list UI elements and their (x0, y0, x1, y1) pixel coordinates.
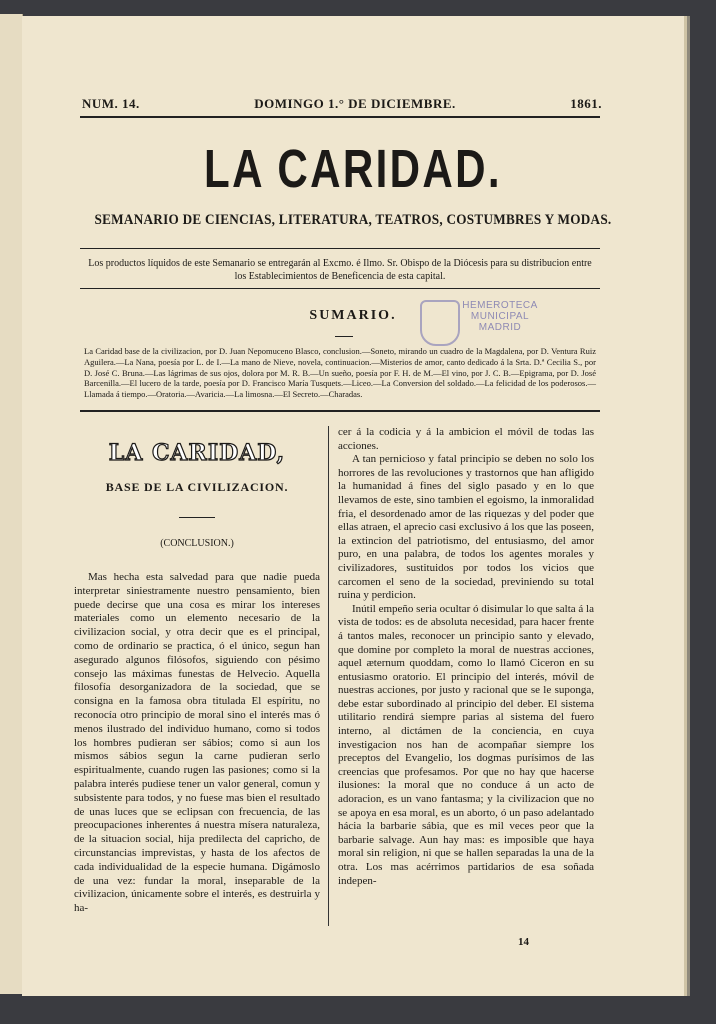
sumario-heading: SUMARIO. (309, 308, 397, 323)
sumario-bottom-rule (80, 410, 600, 412)
article-left-text: Mas hecha esta salvedad para que nadie pueda interpretar siniestramente nuestro pensamiento, bien puede decirse que una cosa es mirar los intereses materiales como un elemento necesario de la civilizacion social, y otra decir que es el principal, como de ordinario se practica, ó el único, segun han asegurado algunos filósofos, siguiendo con pésimo consejo las máximas funestas de Helvecio. Aquella filosofía desorganizadora de la sociedad, que se consigna en la famosa obra titulada El espíritu, no reconocía otro principio de moral sino el interés mas ó menos ilustrado del individuo humano, como si todos los hombres pudieran ser sábios; como si aun los mismos sábios segun la carne pudieran serlo espiritualmente, cuando rugen las pasiones; como si la palabra interés pudiese tener un valor general, comun y subsistente para todos, y no fuese mas bien el resultado de unas luces que se eclipsan con frecuencia, de las preocupaciones inherentes á nuestra mísera naturaleza, de la situacion social, hija predilecta del capricho, de circunstancias imprevistas, y hasta de los afectos de cada individualidad de la especie humana. Digámoslo de una vez: fundar la moral, inseparable de la civilizacion, únicamente sobre el interés, es destruirla y ha- (74, 571, 320, 915)
issue-year: 1861. (570, 96, 602, 111)
sumario-text: La Caridad base de la civilizacion, por D. Juan Nepomuceno Blasco, conclusion.—Soneto, mirando un cuadro de la Magdalena, por D. Ventura Ruiz Aguilera.—La Nana, poesía por L. de I.—La mano de Nieve, novela, continuacion.—Misterios de amor, canto dedicado á la Srta. D.ª Cecilia S., por D. José C. Bruna.—Las lágrimas de sus ojos, dolora por M. R. B.—Un sueño, poesía por F. H. de M.—El vino, por J. C. B.—Epigrama, por D. José Barcenilla.—El lucero de la tarde, poesía por D. Francisco María Tusquets.—Liceo.—La Conversion del soldado.—La felicidad de los poderosos.—Llamada á tiempo.—Oratoria.—Avaricia.—La limosna.—El Secreto.—Charadas. (84, 346, 596, 400)
right-paragraph-3: Inútil empeño seria ocultar ó disimular lo que salta á la vista de todos: es de absoluta necesidad, para hacer frente á tantos males, reconocer un principio santo y elevado, que domine por completo la moral de nuestras acciones, aquel æternum quoddam, como lo llamó Ciceron en su entusiasmo oratorio. El principio del interés, móvil de nuestras acciones, por justo y racional que se le suponga, debe estar subordinado al principio del deber. El sistema utilitario rendirá siempre parias al sistema del fuero interno, al dictámen de la conciencia, en cuya investigacion nos han de acompañar siempre los preceptos del Evangelio, los dogmas purísimos de las creencias que profesamos. Por que no hay que hacerse ilusiones: la moral que no conduce á un acto de adoracion, es un vano fantasma; y la civilizacion que no se apoya en esa moral, es un aborto, ó un paso adelantado hácia la barbarie sábia, que es mil veces peor que la barbarie salvage. Aun hay mas: es imposible que haya moral sin religion, ni que se hallen separadas la una de la otra. Los mas acérrimos partidarios de esa soñada indepen- (338, 602, 594, 887)
article-title: LA CARIDAD, (108, 440, 286, 466)
right-column (338, 426, 594, 888)
page-number: 14 (518, 936, 529, 948)
header-rule (80, 116, 600, 118)
right-paragraph-2: A tan pernicioso y fatal principio se deben no solo los horrores de las revoluciones y trastornos que han afligido la humanidad á fines del siglo pasado y en lo que llevamos de este, sino tambien el egoismo, la inmoralidad fria, el desordenado amor de las riquezas y del poder que ellas atraen, el aprecio casi exclusivo á los que las poseen, la extincion del patriotismo, del entusiasmo, del amor puro, en una palabra, de todos los agentes morales y civilizadores, sustituidos por todos los vicios que carcomen el seno de la sociedad, previniendo su total ruina y perdicion. (338, 453, 594, 602)
article-note: (CONCLUSION.) (160, 538, 234, 549)
left-column (74, 440, 320, 916)
right-paragraph-1: cer á la codicia y á la ambicion el móvil de todas las acciones. (338, 426, 594, 452)
masthead-info-line (82, 96, 602, 112)
article-subtitle: BASE DE LA CIVILIZACION. (105, 480, 289, 494)
seal-icon (420, 300, 460, 346)
column-divider (328, 426, 329, 926)
notice-text: Los productos líquidos de este Semanario se entregarán al Excmo. é Ilmo. Sr. Obispo de la Diócesis para su distribucion entre los Establecimientos de Beneficencia de esta capital. (88, 258, 592, 282)
sumario-divider (335, 336, 353, 337)
library-stamp (420, 298, 538, 350)
notice-bottom-rule (80, 288, 600, 289)
notice-top-rule (80, 248, 600, 249)
previous-page-edge (0, 14, 23, 994)
stamp-text: HEMEROTECA MUNICIPAL MADRID (462, 300, 538, 333)
issue-date: DOMINGO 1.° DE DICIEMBRE. (254, 96, 456, 111)
article-divider (179, 517, 215, 518)
newspaper-page (22, 16, 684, 996)
newspaper-subtitle: SEMANARIO DE CIENCIAS, LITERATURA, TEATROS, COSTUMBRES Y MODAS. (94, 212, 612, 228)
newspaper-title: LA CARIDAD. (204, 139, 502, 199)
issue-number: NUM. 14. (82, 96, 140, 111)
